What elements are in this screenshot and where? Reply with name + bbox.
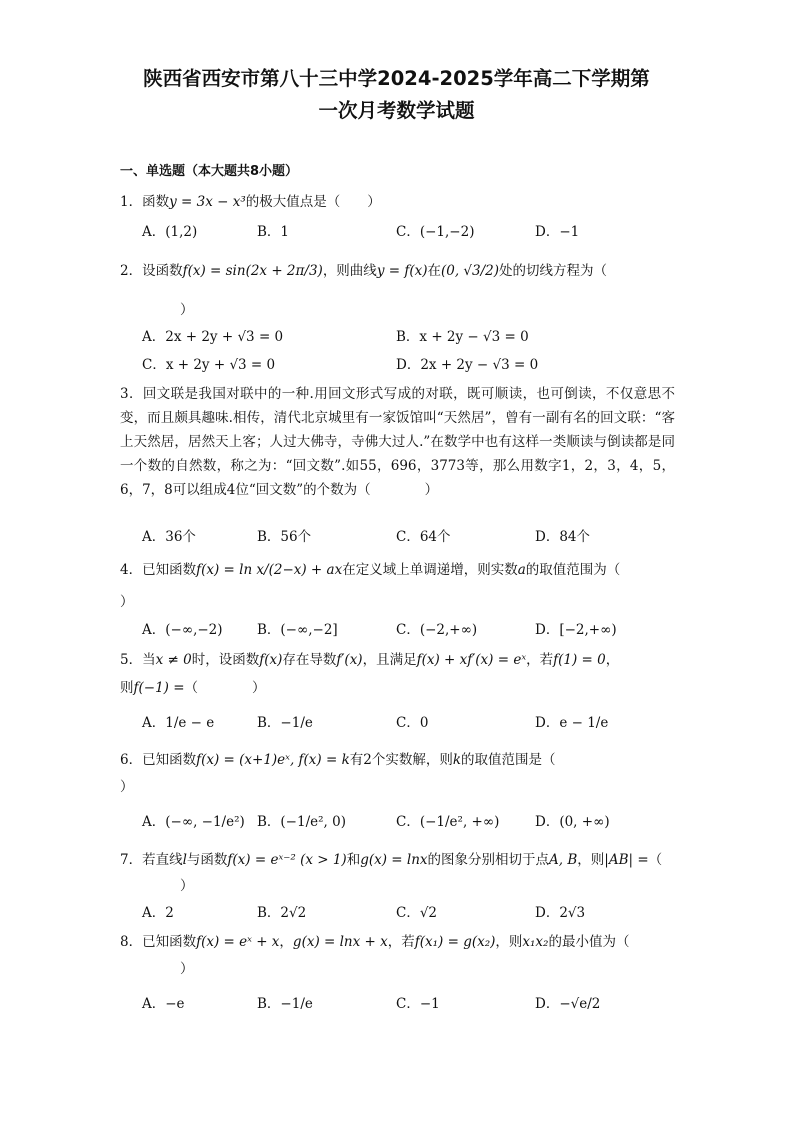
- option-a[interactable]: A．2: [142, 905, 174, 921]
- question-text: ，则: [495, 934, 523, 950]
- math-expression: |AB| =: [604, 852, 649, 868]
- option-a[interactable]: A．(−∞, −1/e²): [142, 814, 245, 830]
- option-a[interactable]: A．1/e − e: [142, 715, 215, 731]
- option-d[interactable]: D．[−2,+∞): [535, 622, 617, 638]
- option-d[interactable]: D．e − 1/e: [535, 715, 609, 731]
- question-5-continuation: [120, 678, 266, 698]
- math-expression: f(x₁) = g(x₂): [414, 934, 496, 950]
- math-expression: k: [452, 752, 462, 768]
- question-3: [120, 382, 675, 502]
- question-text: ，若: [387, 934, 415, 950]
- question-text: 的图象分别相切于点: [427, 852, 550, 868]
- option-c[interactable]: C．0: [396, 715, 429, 731]
- question-text: （ ）: [184, 680, 266, 696]
- question-text: 在定义域上单调递增，则实数: [342, 562, 518, 578]
- math-expression: f(−1) =: [133, 680, 185, 696]
- title-line-2: 一次月考数学试题: [318, 99, 475, 122]
- math-expression: f(x) = eˣ + x: [196, 934, 280, 950]
- section-heading: 一、单选题（本大题共8小题）: [120, 164, 299, 179]
- question-text: 已知函数: [142, 562, 197, 578]
- math-expression: f(1) = 0: [553, 652, 606, 668]
- question-text: 存在导数: [282, 652, 337, 668]
- option-b[interactable]: B．(−∞,−2]: [257, 622, 338, 638]
- option-a[interactable]: A．(1,2): [142, 224, 198, 240]
- question-6: [120, 750, 556, 770]
- question-text: 的取值范围为（: [525, 562, 621, 578]
- question-text: 在: [427, 263, 441, 279]
- question-6-continuation: ）: [120, 779, 134, 795]
- question-7: [120, 850, 662, 870]
- question-text: 和: [346, 852, 361, 868]
- option-c[interactable]: C．(−2,+∞): [396, 622, 478, 638]
- question-text: 的最小值为（: [548, 934, 630, 950]
- question-number: 4．: [120, 562, 143, 578]
- question-text: 若直线: [142, 852, 183, 868]
- question-2: [120, 261, 607, 281]
- math-expression: (0, √3/2): [440, 263, 500, 279]
- question-text: 与函数: [186, 852, 228, 868]
- question-text: （: [648, 852, 663, 868]
- question-5: [120, 650, 619, 670]
- option-b[interactable]: B．x + 2y − √3 = 0: [396, 329, 529, 345]
- math-expression: a: [517, 562, 526, 578]
- option-b[interactable]: B．−1/e: [257, 996, 313, 1012]
- option-b[interactable]: B．(−1/e², 0): [257, 814, 346, 830]
- option-a[interactable]: A．2x + 2y + √3 = 0: [142, 329, 284, 345]
- option-d[interactable]: D．2√3: [535, 905, 586, 921]
- option-c[interactable]: C．x + 2y + √3 = 0: [142, 357, 276, 373]
- question-8: [120, 932, 629, 952]
- question-text: ，则曲线: [322, 263, 377, 279]
- option-d[interactable]: D．−√e/2: [535, 996, 601, 1012]
- question-number: 3．: [120, 386, 143, 402]
- math-expression: y = f(x): [376, 263, 428, 279]
- title-line-1: 陕西省西安市第八十三中学2024-2025学年高二下学期第: [143, 67, 650, 90]
- document-title: [60, 63, 733, 127]
- question-2-continuation: ）: [180, 302, 194, 318]
- math-expression: y = 3x − x³: [169, 194, 246, 210]
- question-8-continuation: ）: [180, 961, 194, 977]
- question-text: 的极大值点是（ ）: [245, 194, 381, 210]
- math-expression: g(x) = lnx: [360, 852, 428, 868]
- math-expression: f′(x): [336, 652, 363, 668]
- option-c[interactable]: C．(−1,−2): [396, 224, 475, 240]
- option-a[interactable]: A．(−∞,−2): [142, 622, 223, 638]
- math-expression: g(x) = lnx + x: [292, 934, 388, 950]
- option-c[interactable]: C．√2: [396, 905, 438, 921]
- question-4: [120, 560, 620, 580]
- question-text: 当: [142, 652, 156, 668]
- option-b[interactable]: B．2√2: [257, 905, 307, 921]
- question-text: 则: [120, 680, 134, 696]
- math-expression: l: [182, 852, 187, 868]
- option-d[interactable]: D．84个: [535, 529, 591, 545]
- question-number: 7．: [120, 852, 143, 868]
- question-text: ，且满足: [362, 652, 417, 668]
- option-d[interactable]: D．(0, +∞): [535, 814, 610, 830]
- question-text: 已知函数: [142, 752, 197, 768]
- question-text: 函数: [142, 194, 170, 210]
- question-text: 回文联是我国对联中的一种.用回文形式写成的对联，既可顺读，也可倒读，不仅意思不变，而且颇具趣味.相传，清代北京城里有一家饭馆叫“天然居”，曾有一副有名的回文联：“客上天然居，居然天上客；人过大佛寺，寺佛大过人.”在数学中也有这样一类顺读与倒读都是同一个数的自然数，称之为：“回文数”.如55，696，3773等，那么用数字1，2，3，4，5，6，7，8可以组成4位“回文数”的个数为（ ）: [120, 386, 675, 498]
- math-expression: f(x) = (x+1)eˣ, f(x) = k: [196, 752, 350, 768]
- option-b[interactable]: B．56个: [257, 529, 312, 545]
- question-text: ，: [279, 934, 293, 950]
- question-number: 6．: [120, 752, 143, 768]
- math-expression: f(x) = sin(2x + 2π/3): [182, 263, 323, 279]
- math-expression: x₁x₂: [522, 934, 549, 950]
- option-d[interactable]: D．2x + 2y − √3 = 0: [396, 357, 539, 373]
- question-text: 设函数: [142, 263, 183, 279]
- question-text: 已知函数: [142, 934, 197, 950]
- math-expression: f(x): [259, 652, 283, 668]
- question-text: ，若: [526, 652, 554, 668]
- question-text: 处的切线方程为（: [499, 263, 608, 279]
- option-a[interactable]: A．−e: [142, 996, 185, 1012]
- question-7-continuation: ）: [180, 878, 194, 894]
- question-text: ，则: [577, 852, 605, 868]
- question-number: 1．: [120, 194, 143, 210]
- math-expression: f(x) + xf′(x) = eˣ: [416, 652, 527, 668]
- option-b[interactable]: B．−1/e: [257, 715, 313, 731]
- question-text: 时，设函数: [191, 652, 260, 668]
- question-1: [120, 192, 381, 212]
- question-number: 8．: [120, 934, 143, 950]
- question-number: 5．: [120, 652, 143, 668]
- math-expression: x ≠ 0: [155, 652, 192, 668]
- question-text: ，: [605, 652, 620, 668]
- question-text: 有2个实数解，则: [349, 752, 453, 768]
- question-text: 的取值范围是（: [461, 752, 556, 768]
- question-number: 2．: [120, 263, 143, 279]
- option-d[interactable]: D．−1: [535, 224, 580, 240]
- question-4-continuation: ）: [120, 594, 134, 610]
- option-a[interactable]: A．36个: [142, 529, 196, 545]
- math-expression: f(x) = ln x/(2−x) + ax: [196, 562, 343, 578]
- option-c[interactable]: C．(−1/e², +∞): [396, 814, 500, 830]
- option-c[interactable]: C．−1: [396, 996, 440, 1012]
- option-b[interactable]: B．1: [257, 224, 290, 240]
- math-expression: f(x) = eˣ⁻² (x > 1): [227, 852, 347, 868]
- math-expression: A, B: [549, 852, 578, 868]
- option-c[interactable]: C．64个: [396, 529, 451, 545]
